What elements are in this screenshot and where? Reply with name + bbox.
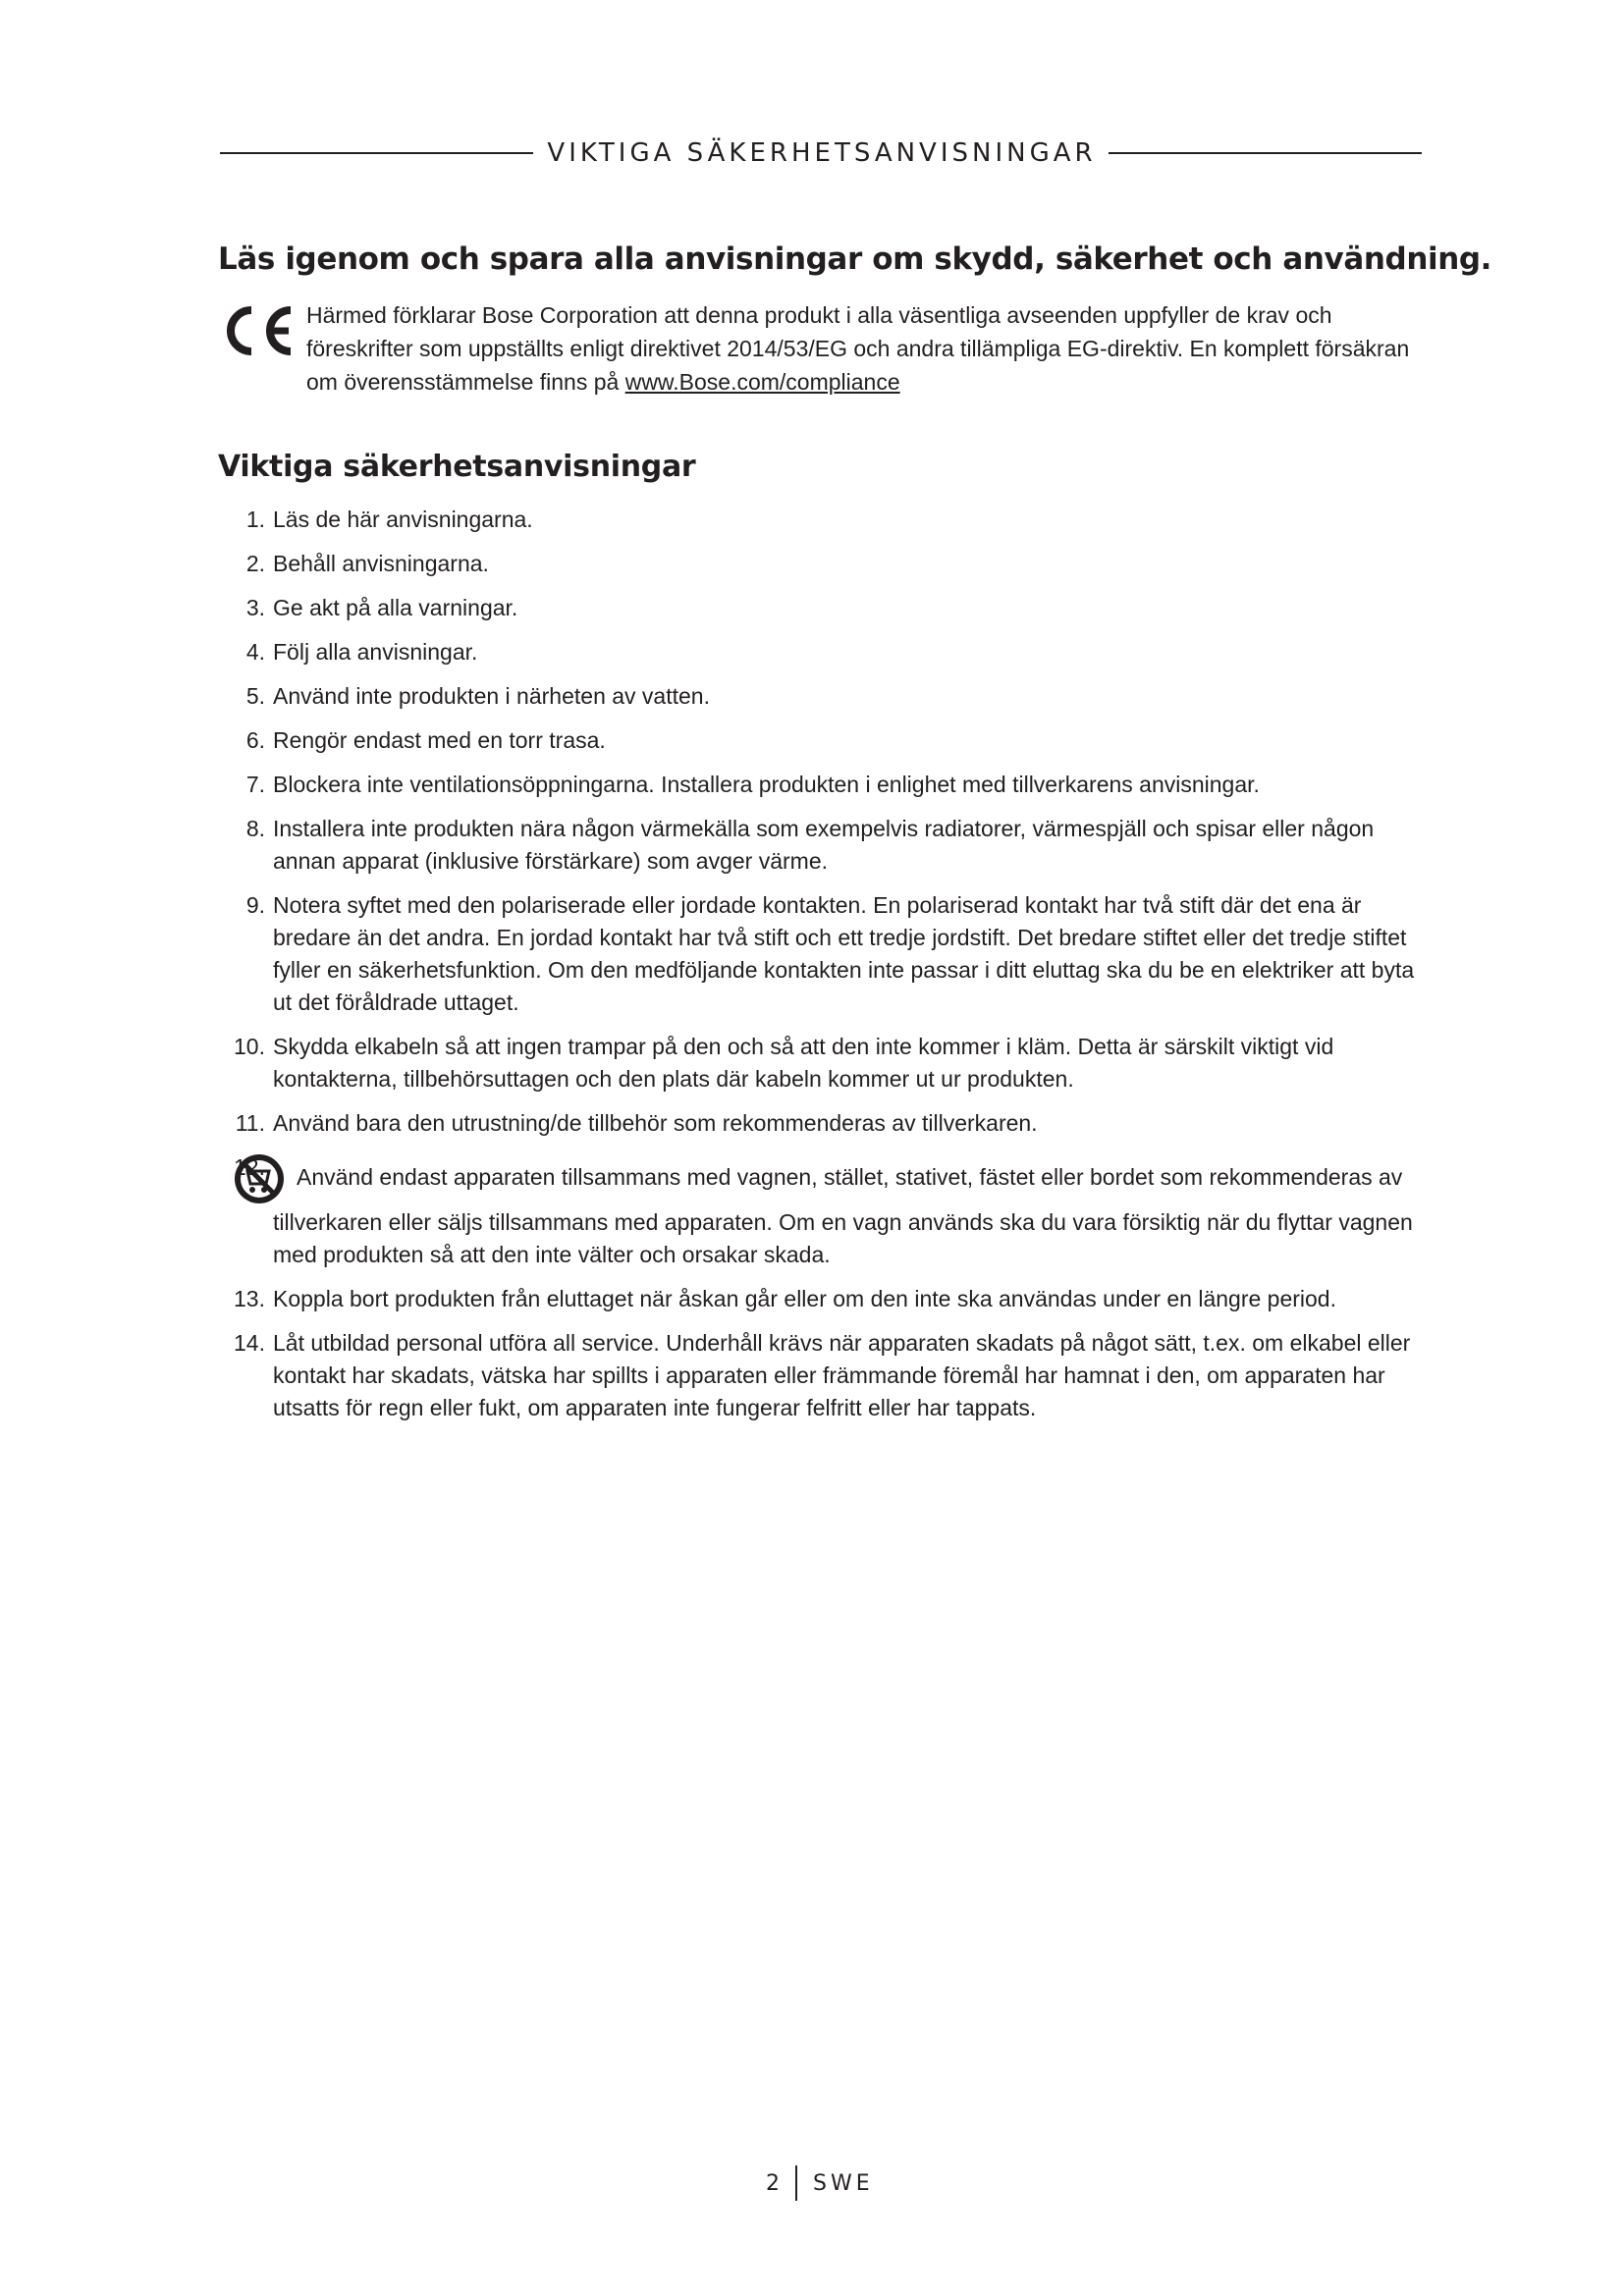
item-text [273,1151,1426,1271]
item-text: Använd inte produkten i närheten av vatten. [273,683,710,709]
item-text: Följ alla anvisningar. [273,639,478,665]
item-number: 8. [245,816,265,841]
list-item [218,504,1426,536]
item-number: 4. [245,639,265,665]
item-number: 5. [245,683,265,709]
item-text: Läs de här anvisningarna. [273,507,533,532]
page-header [220,135,1422,171]
item-text: Rengör endast med en torr trasa. [273,727,606,753]
item-number: 11. [235,1110,265,1136]
list-item [218,636,1426,668]
header-title: VIKTIGA SÄKERHETSANVISNINGAR [547,138,1097,168]
item-text: Installera inte produkten nära någon värmekälla som exempelvis radiatorer, värmespjäll och spisar eller någon annan apparat (inklusive förstärkare) som avger värme. [273,816,1375,874]
item-number: 7. [245,772,265,797]
list-item [218,813,1426,878]
item-text: Låt utbildad personal utföra all service. Underhåll krävs när apparaten skadats på något sätt, t.ex. om elkabel eller kontakt har skadats, vätska har spillts i apparaten eller främmande föremål har hamnat i den, om apparaten har utsatts för regn eller fukt, om apparaten inte fungerar felfritt eller har tappats. [273,1330,1411,1420]
item-number: 6. [245,727,265,753]
list-item [218,680,1426,713]
item-number: 3. [245,595,265,620]
item-text: Ge akt på alla varningar. [273,595,518,620]
list-item [218,889,1426,1019]
item-text-content: Använd endast apparaten tillsammans med vagnen, stället, stativet, fästet eller bordet som rekommenderas av tillverkaren eller säljs tillsammans med apparaten. Om en vagn används ska du vara försiktig när du flyttar vagnen med produkten så att den inte välter och orsakar skada. [273,1164,1413,1267]
item-text: Använd bara den utrustning/de tillbehör som rekommenderas av tillverkaren. [273,1110,1038,1136]
language-code: SWE [813,2170,874,2196]
item-number: 1. [245,507,265,532]
list-item [218,548,1426,580]
list-item [218,1107,1426,1140]
list-item [218,1151,1426,1271]
list-item [218,1031,1426,1095]
item-text: Koppla bort produkten från eluttaget när åskan går eller om den inte ska användas under en längre period. [273,1286,1336,1311]
item-number: 13. [234,1286,265,1311]
list-item [218,1283,1426,1315]
item-number: 9. [245,892,265,918]
item-number: 14. [234,1330,265,1356]
ce-declaration-text: Härmed förklarar Bose Corporation att denna produkt i alla väsentliga avseenden uppfyller de krav och föreskrifter som uppställts enligt direktivet 2014/53/EG och andra tillämpliga EG-direktiv. En komplett försäkran om överensstämmelse finns på [306,302,1410,395]
section-title: Viktiga säkerhetsanvisningar [218,450,696,484]
page-number: 2 [766,2170,780,2196]
item-text: Behåll anvisningarna. [273,551,489,576]
header-rule-right [1109,152,1422,154]
list-item [218,1327,1426,1424]
list-item [218,592,1426,624]
safety-instructions-list [218,504,1426,1436]
list-item [218,769,1426,801]
ce-declaration [306,298,1416,399]
item-text: Skydda elkabeln så att ingen trampar på den och så att den inte kommer i kläm. Detta är särskilt viktigt vid kontakterna, tillbehörsuttagen och den plats där kabeln kommer ut ur produkten. [273,1034,1334,1092]
ce-mark-icon [218,302,297,359]
item-number: 12. [234,1154,265,1180]
list-item [218,724,1426,757]
lead-heading: Läs igenom och spara alla anvisningar om skydd, säkerhet och användning. [218,241,1492,277]
item-text: Notera syftet med den polariserade eller jordade kontakten. En polariserad kontakt har två stift där det ena är bredare än det andra. En jordad kontakt har två stift och ett tredje jordstift. Det bredare stiftet eller det tredje stiftet fyller en säkerhetsfunktion. Om den medföljande kontakten inte passar i ditt eluttag ska du be en elektriker att byta ut det föråldrade uttaget. [273,892,1415,1015]
item-number: 2. [245,551,265,576]
compliance-link[interactable]: www.Bose.com/compliance [624,369,900,395]
item-text: Blockera inte ventilationsöppningarna. Installera produkten i enlighet med tillverkarens anvisningar. [273,772,1260,797]
header-rule-left [220,152,533,154]
page-footer [766,2163,874,2203]
item-number: 10. [234,1034,265,1059]
